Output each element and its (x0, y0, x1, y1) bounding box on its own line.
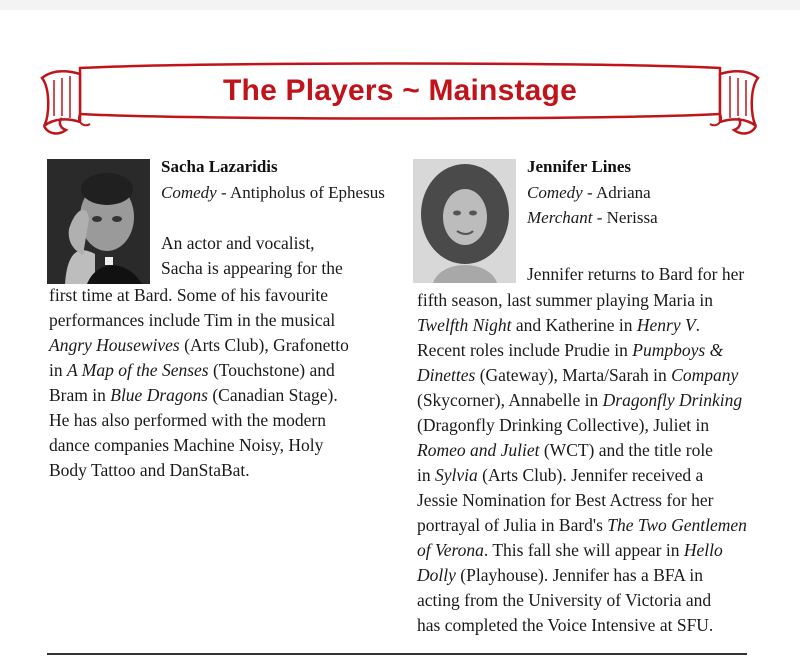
bio-line: Jessie Nomination for Best Actress for her (417, 490, 714, 510)
bio-line: (Skycorner), Annabelle in Dragonfly Drinking (417, 390, 743, 410)
bio-line: fifth season, last summer playing Maria in (417, 290, 713, 310)
bio-line: performances include Tim in the musical (49, 310, 336, 330)
play-title: Comedy (527, 183, 583, 202)
italic-title: Dolly (417, 565, 456, 585)
bio-line: Recent roles include Prudie in Pumpboys & (417, 340, 724, 360)
title-banner (40, 56, 760, 142)
bio-line: He has also performed with the modern (49, 410, 327, 430)
bio-line: Bram in Blue Dragons (Canadian Stage). (49, 385, 338, 405)
bio-line: Angry Housewives (Arts Club), Grafonetto (49, 335, 349, 355)
italic-title: A Map of the Senses (67, 360, 209, 380)
bio-line: An actor and vocalist, (161, 233, 315, 253)
bio-line: of Verona. This fall she will appear in Hello (417, 540, 723, 560)
page-edge (0, 0, 800, 10)
character-name: Antipholus of Ephesus (229, 183, 385, 202)
bio-line: Sacha is appearing for the (161, 258, 343, 278)
bio-text (417, 288, 767, 638)
character-name: Adriana (595, 183, 651, 202)
player-name: Jennifer Lines (527, 157, 632, 176)
jennifer-lines-photo (413, 159, 516, 283)
italic-title: Hello (683, 540, 723, 560)
italic-title: Romeo and Juliet (417, 440, 540, 460)
bio-line: first time at Bard. Some of his favourite (49, 285, 328, 305)
bio-line: dance companies Machine Noisy, Holy (49, 435, 324, 455)
bio-line: in A Map of the Senses (Touchstone) and (49, 360, 335, 380)
italic-title: of Verona (417, 540, 484, 560)
bio-line: Dolly (Playhouse). Jennifer has a BFA in (417, 565, 703, 585)
bio-line: Body Tattoo and DanStaBat. (49, 460, 250, 480)
bio-intro (161, 231, 386, 281)
role-list (161, 180, 385, 205)
role-separator: - (582, 183, 596, 202)
player-name: Sacha Lazaridis (161, 157, 278, 176)
bio-line: Jennifer returns to Bard for her (527, 264, 745, 284)
italic-title: Twelfth Night (417, 315, 512, 335)
role-list (527, 180, 658, 230)
bio-line: (Dragonfly Drinking Collective), Juliet in (417, 415, 710, 435)
italic-title: Henry V (636, 315, 696, 335)
bio-text (49, 283, 379, 483)
role-separator: - (592, 208, 607, 227)
play-title: Merchant (527, 208, 593, 227)
play-title: Comedy (161, 183, 217, 202)
portrait-photo (413, 159, 516, 283)
portrait-photo (47, 159, 150, 284)
role-line (527, 180, 658, 205)
bottom-rule (47, 653, 747, 655)
role-separator: - (216, 183, 230, 202)
italic-title: Dinettes (417, 365, 476, 385)
role-line (161, 180, 385, 205)
bio-line: Romeo and Juliet (WCT) and the title role (417, 440, 713, 460)
bio-line: Dinettes (Gateway), Marta/Sarah in Company (417, 365, 739, 385)
bio-line: acting from the University of Victoria and (417, 590, 712, 610)
sacha-lazaridis-photo (47, 159, 150, 284)
italic-title: Angry Housewives (49, 335, 180, 355)
italic-title: Pumpboys & (632, 340, 724, 360)
italic-title: Dragonfly Drinking (602, 390, 743, 410)
italic-title: Company (671, 365, 739, 385)
role-line (527, 205, 658, 230)
bio-line: Twelfth Night and Katherine in Henry V. (417, 315, 701, 335)
character-name: Nerissa (606, 208, 658, 227)
bio-line: portrayal of Julia in Bard's The Two Gentlemen (417, 515, 747, 535)
page-title: The Players ~ Mainstage (223, 74, 577, 107)
italic-title: Blue Dragons (110, 385, 208, 405)
bio-line: in Sylvia (Arts Club). Jennifer received a (417, 465, 704, 485)
italic-title: The Two Gentlemen (607, 515, 747, 535)
bio-intro (527, 262, 777, 287)
bio-line: has completed the Voice Intensive at SFU. (417, 615, 714, 635)
italic-title: Sylvia (435, 465, 478, 485)
